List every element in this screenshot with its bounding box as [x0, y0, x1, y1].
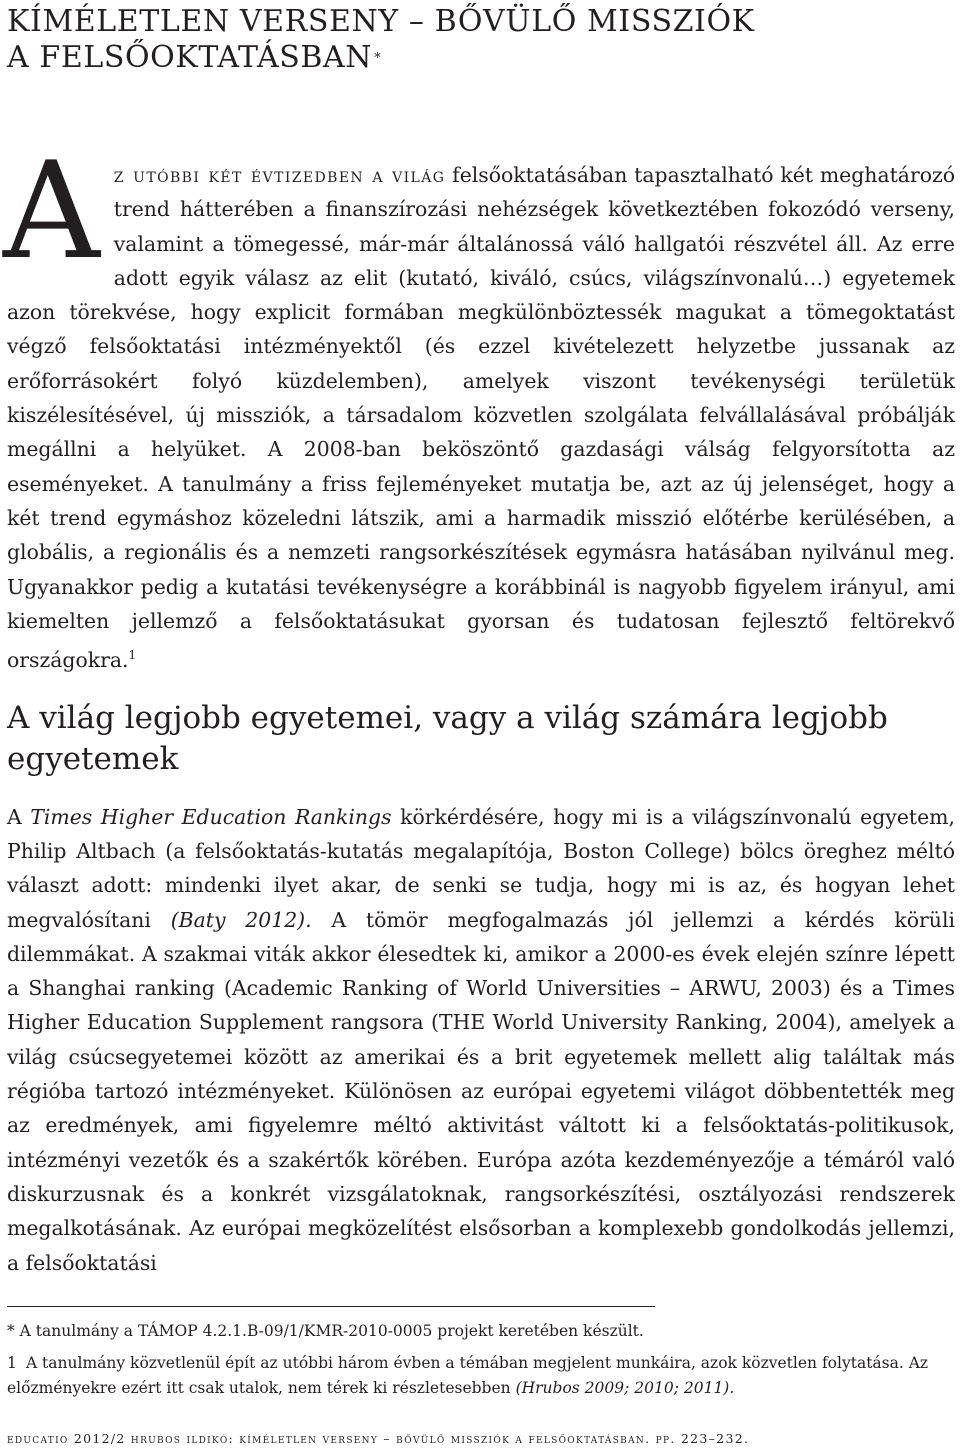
- footnote-1-number: 1: [7, 1354, 17, 1372]
- section-heading-line-2: egyetemek: [7, 740, 179, 777]
- body-text-b: körkérdésére, hogy mi is a világszínvonalú egyetem, Philip Altbach (a felsőoktatás-kutatás megalapítója, Boston College) bölcs öreghez méltó választ adott: mindenki ilyet akar, de senki se tudja, hogy mi is az, és hogyan lehet megvalósítani: [7, 804, 955, 932]
- footnote-star: * A tanulmány a TÁMOP 4.2.1.B-09/1/KMR-2010-0005 projekt keretében készült.: [7, 1322, 644, 1340]
- body-text-c: A tömör megfogalmazás jól jellemzi a kérdés körüli dilemmákat. A szakmai viták akkor élesedtek ki, amikor a 2000-es évek elején színre lépett a Shanghai ranking (Academic Ranking of World Universities – ARWU, 2003) és a Times Higher Education Supplement rangsora (THE World University Ranking, 2004), amelyek a világ csúcsegyetemei között az amerikai és a brit egyetemek mellett alig találtak más régióba tartozó intézményeket. Különösen az európai egyetemi világot döbbentették meg az eredmények, ami figyelemre méltó aktivitást váltott ki a felsőoktatás-politikusok, intézményi vezetők és a szakértők körében. Európa azóta kezdeményezője a témáról való diskurzusnak és a konkrét vizsgálatoknak, rangsorkészítési, osztályozási rendszerek megalkotásának. Az európai megközelítést elsősorban a komplexebb gondolkodás jellemzi, a felsőoktatási: [7, 907, 955, 1275]
- footnote-1: [7, 1351, 955, 1401]
- citation-baty: (Baty 2012).: [170, 907, 312, 932]
- lead-smallcaps: z utóbbi két évtizedben a világ: [113, 163, 446, 187]
- section-heading-line-1: A világ legjobb egyetemei, vagy a világ számára legjobb: [7, 699, 888, 736]
- section-heading: [7, 698, 955, 780]
- citation-hrubos: (Hrubos 2009; 2010; 2011).: [515, 1379, 735, 1397]
- title-footnote-marker: *: [374, 51, 382, 66]
- lead-text: felsőoktatásában tapasztalható két meghatározó trend hátterében a finanszírozási nehézségek következtében fokozódó verseny, valamint a tömegessé, már-már általánossá váló hallgatói részvétel áll. Az erre adott egyik válasz az elit (kutató, kiváló, csúcs, világszínvonalú…) egyetemek azon törekvése, hogy explicit formában megkülönböztessék magukat a tömegoktatást végző felsőoktatási intézményektől (és ezzel kivételezett helyzetbe jussanak az erőforrásokért folyó küzdelemben), amelyek viszont tevékenységi területük kiszélesítésével, új missziók, a társadalom közvetlen szolgálata felvállalásával próbálják megállni a helyüket. A 2008-ban beköszöntő gazdasági válság felgyorsította az eseményeket. A tanulmány a friss fejleményeket mutatja be, azt az új jelenséget, hogy a két trend egymáshoz közeledni látszik, ami a harmadik misszió előtérbe kerülésében, a globális, a regionális és a nemzeti rangsorkészítések egymásra hatásában nyilvánul meg. Ugyanakkor pedig a kutatási tevékenységre a korábbinál is nagyobb figyelem irányul, ami kiemelten jellemző a felsőoktatásukat gyorsan és tudatosan fejlesztő feltörekvő országokra.: [7, 163, 955, 672]
- article-page: [3, 0, 955, 1300]
- page-footer: educatio 2012/2 hrubos ildikó: kíméletlen verseny – bővülő missziók a felsőoktatásban. pp. 223–232.: [7, 1431, 750, 1446]
- article-title: [7, 0, 955, 76]
- footnote-1-text: A tanulmány közvetlenül épít az utóbbi három évben a témában megjelent munkáira, azok közvetlen folytatása. Az előzményekre ezért itt csak utalok, nem térek ki részletesebben: [7, 1354, 929, 1397]
- body-paragraph: [7, 800, 955, 1280]
- title-line-1: KÍMÉLETLEN VERSENY – BŐVÜLŐ MISSZIÓK: [7, 4, 755, 39]
- title-line-2-text: A FELSŐOKTATÁSBAN: [7, 40, 373, 75]
- drop-cap: A: [3, 133, 100, 289]
- footnote-divider: [7, 1306, 655, 1307]
- footnote-ref-1[interactable]: 1: [128, 648, 137, 663]
- body-text-a: A: [7, 804, 31, 829]
- lead-paragraph: [3, 133, 955, 677]
- body-italic-title: Times Higher Education Rankings: [30, 804, 392, 829]
- title-line-2: [7, 40, 955, 76]
